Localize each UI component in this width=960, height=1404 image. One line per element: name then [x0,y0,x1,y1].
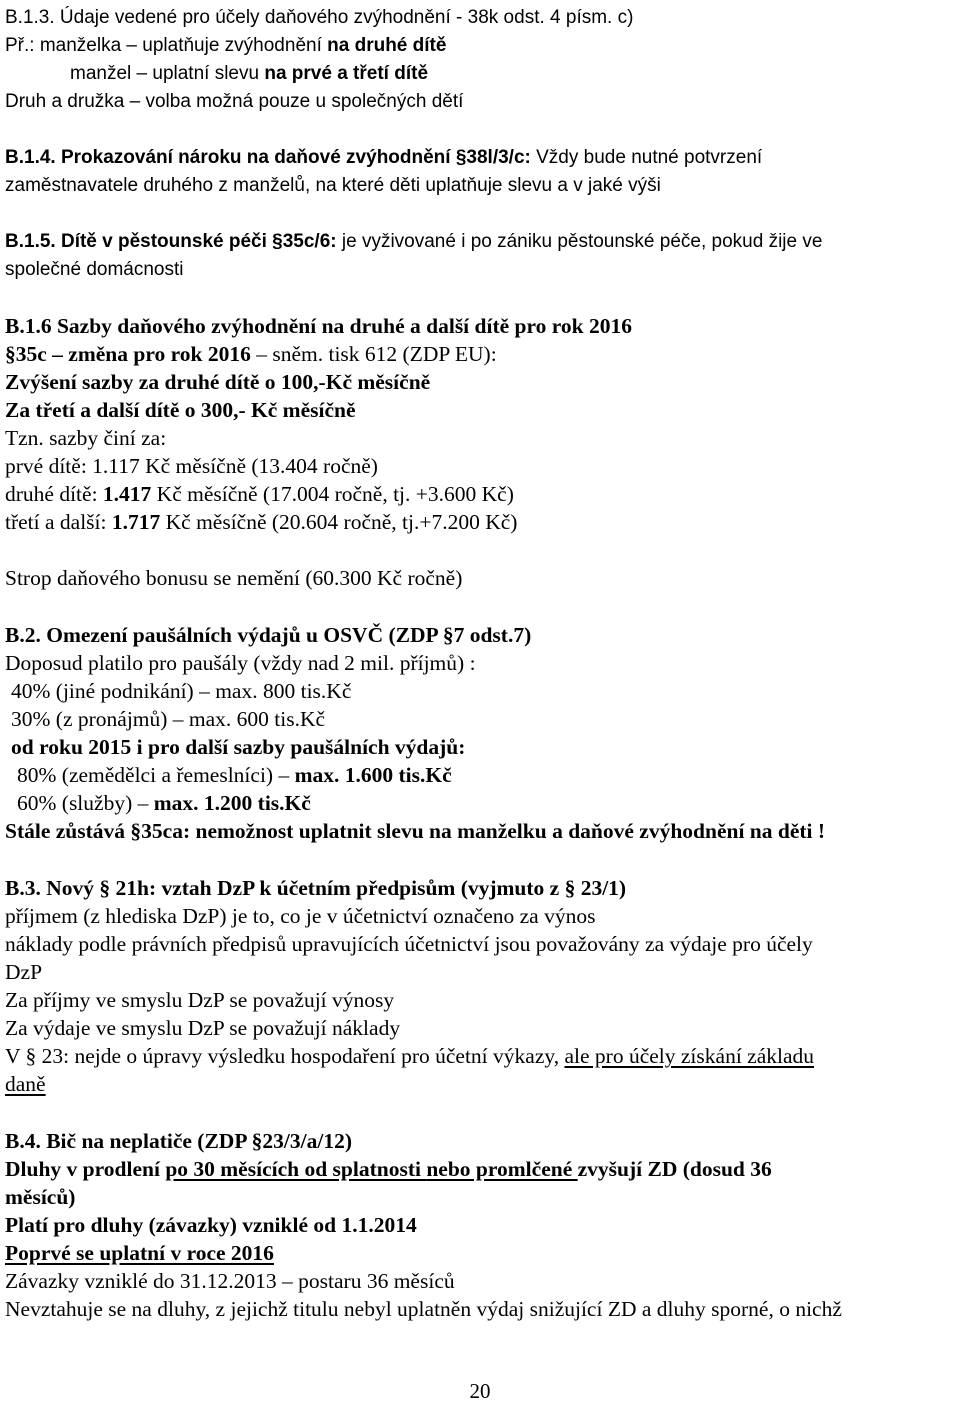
b16-increase-third: Za třetí a další dítě o 300,- Kč měsíčně [5,398,356,422]
b2-rate-40: 40% (jiné podnikání) – max. 800 tis.Kč [11,679,352,703]
b14-text: zaměstnavatele druhého z manželů, na které děti uplatňuje slevu a v jaké výši [5,175,661,196]
heading-b16: B.1.6 Sazby daňového zvýhodnění na druhé a další dítě pro rok 2016 [5,314,633,338]
heading-b14: B.1.4. Prokazování nároku na daňové zvýhodnění §38l/3/c: Vždy bude nutné potvrzení [5,147,763,168]
b16-change-line: §35c – změna pro rok 2016 – sněm. tisk 612 (ZDP EU): [5,342,497,366]
b16-increase-second: Zvýšení sazby za druhé dítě o 100,-Kč měsíčně [5,370,431,394]
heading-b13: B.1.3. Údaje vedené pro účely daňového zvýhodnění - 38k odst. 4 písm. c) [5,7,634,28]
b2-from-2015: od roku 2015 i pro další sazby paušálních výdajů: [11,735,466,759]
b4-exclusion: Nevztahuje se na dluhy, z jejichž titulu nebyl uplatněn výdaj snižující ZD a dluhy sporné, o nichž [5,1297,842,1321]
heading-b2: B.2. Omezení paušálních výdajů u OSVČ (ZDP §7 odst.7) [5,623,532,647]
example-wife-line: Př.: manželka – uplatňuje zvýhodnění na druhé dítě [5,35,447,56]
b4-older-liabilities: Závazky vzniklé do 31.12.2013 – postaru 36 měsíců [5,1269,455,1293]
heading-b4: B.4. Bič na neplatiče (ZDP §23/3/a/12) [5,1129,352,1153]
partner-choice-line: Druh a družka – volba možná pouze u společných dětí [5,91,464,112]
b4-debts-line: Dluhy v prodlení po 30 měsících od splatnosti nebo promlčené zvyšují ZD (dosud 36 [5,1157,772,1181]
page-number: 20 [469,1379,491,1403]
b3-costs-def-cont: DzP [5,960,43,984]
b16-second-child: druhé dítě: 1.417 Kč měsíčně (17.004 ročně, tj. +3.600 Kč) [5,482,514,506]
b3-income-equals-revenue: Za příjmy ve smyslu DzP se považují výnosy [5,988,395,1012]
b16-rates-intro: Tzn. sazby činí za: [5,426,167,450]
b4-applies-from: Platí pro dluhy (závazky) vzniklé od 1.1.2014 [5,1213,417,1237]
b15-text: společné domácnosti [5,259,184,280]
b3-section23-note: V § 23: nejde o úpravy výsledku hospodaření pro účetní výkazy, ale pro účely získání základu [5,1044,815,1068]
b2-still-applies: Stále zůstává §35ca: nemožnost uplatnit slevu na manželku a daňové zvýhodnění na děti ! [5,819,826,843]
heading-b15: B.1.5. Dítě v pěstounské péči §35c/6: je vyživované i po zániku pěstounské péče, pokud žije ve [5,231,823,252]
heading-b3: B.3. Nový § 21h: vztah DzP k účetním předpisům (vyjmuto z § 23/1) [5,876,627,900]
b16-first-child: prvé dítě: 1.117 Kč měsíčně (13.404 ročně) [5,454,378,478]
b3-section23-note-cont: daně [5,1072,46,1096]
b3-income-def: příjmem (z hlediska DzP) je to, co je v účetnictví označeno za výnos [5,904,596,928]
b2-previous-rules: Doposud platilo pro paušály (vždy nad 2 mil. příjmů) : [5,651,476,675]
b3-expenses-equals-costs: Za výdaje ve smyslu DzP se považují náklady [5,1016,401,1040]
b2-rate-60: 60% (služby) – max. 1.200 tis.Kč [17,791,311,815]
b4-first-applied: Poprvé se uplatní v roce 2016 [5,1241,274,1265]
example-husband-line: manžel – uplatní slevu na prvé a třetí dítě [70,63,429,84]
b4-debts-line-cont: měsíců) [5,1185,76,1209]
b3-costs-def: náklady podle právních předpisů upravujících účetnictví jsou považovány za výdaje pro účely [5,932,813,956]
b2-rate-30: 30% (z pronájmů) – max. 600 tis.Kč [11,707,326,731]
b2-rate-80: 80% (zemědělci a řemeslníci) – max. 1.600 tis.Kč [17,763,452,787]
b16-third-child: třetí a další: 1.717 Kč měsíčně (20.604 ročně, tj.+7.200 Kč) [5,510,518,534]
b16-bonus-cap: Strop daňového bonusu se nemění (60.300 Kč ročně) [5,566,463,590]
